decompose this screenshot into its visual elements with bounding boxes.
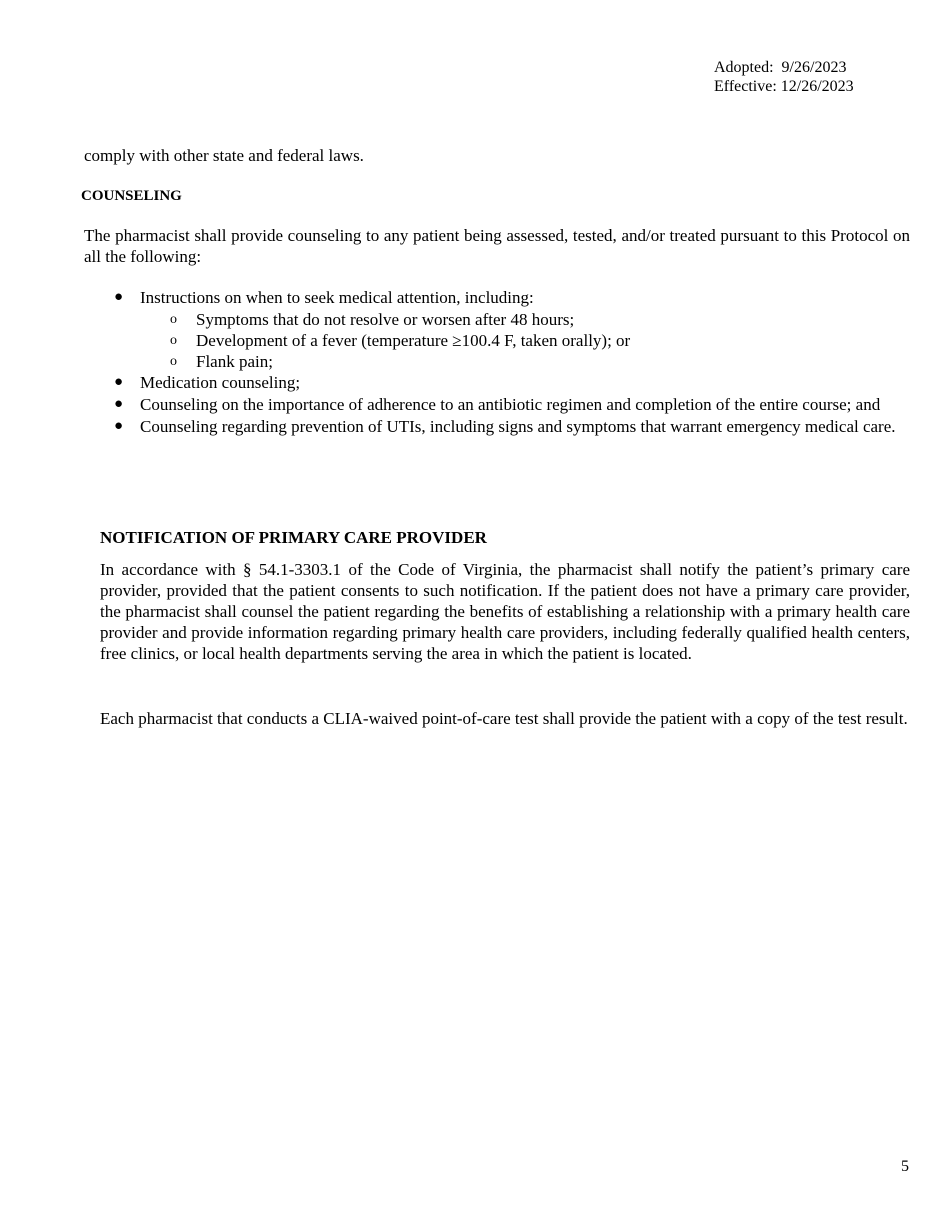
bullet-icon: ● <box>114 418 124 434</box>
sub-list-item <box>84 351 910 372</box>
sub-list-item-text: Symptoms that do not resolve or worsen after 48 hours; <box>196 310 575 329</box>
notification-heading: NOTIFICATION OF PRIMARY CARE PROVIDER <box>100 528 487 547</box>
sub-list-item-text: Development of a fever (temperature ≥100.4 F, taken orally); or <box>196 331 631 350</box>
list-item-text: Counseling on the importance of adherence to an antibiotic regimen and completion of the entire course; and <box>140 395 881 414</box>
list-item-text: Medication counseling; <box>140 373 301 392</box>
list-item <box>84 287 910 308</box>
clia-paragraph: Each pharmacist that conducts a CLIA-waived point-of-care test shall provide the patient with a copy of the test result. <box>100 709 908 728</box>
circle-bullet-icon: o <box>170 312 177 327</box>
counseling-list <box>84 287 910 438</box>
effective-date: Effective: 12/26/2023 <box>714 78 854 95</box>
adopted-date: Adopted: 9/26/2023 <box>714 59 847 76</box>
list-item <box>84 372 910 393</box>
counseling-heading: COUNSELING <box>81 188 182 204</box>
counseling-intro: The pharmacist shall provide counseling to any patient being assessed, tested, and/or treated pursuant to this Protocol on all the following: <box>84 226 910 266</box>
list-item-text: Counseling regarding prevention of UTIs, including signs and symptoms that warrant emergency medical care. <box>140 417 896 436</box>
sub-list-item <box>84 309 910 330</box>
circle-bullet-icon: o <box>170 354 177 369</box>
notification-paragraph: In accordance with § 54.1-3303.1 of the Code of Virginia, the pharmacist shall notify the patient’s primary care provider, provided that the patient consents to such notification. If the patient does not have a primary care provider, the pharmacist shall counsel the patient regarding the benefits of establishing a relationship with a primary health care provider and provide information regarding primary health care providers, including federally qualified health centers, free clinics, or local health departments serving the area in which the patient is located. <box>100 560 910 663</box>
list-item <box>84 416 910 437</box>
sub-list-item-text: Flank pain; <box>196 352 273 371</box>
bullet-icon: ● <box>114 289 124 305</box>
page-number: 5 <box>901 1158 909 1175</box>
circle-bullet-icon: o <box>170 333 177 348</box>
list-item-text: Instructions on when to seek medical attention, including: <box>140 288 534 307</box>
continuation-paragraph: comply with other state and federal laws. <box>84 146 364 165</box>
bullet-icon: ● <box>114 396 124 412</box>
sub-list-item <box>84 330 910 351</box>
document-header <box>714 58 854 96</box>
bullet-icon: ● <box>114 374 124 390</box>
list-item <box>84 394 910 415</box>
